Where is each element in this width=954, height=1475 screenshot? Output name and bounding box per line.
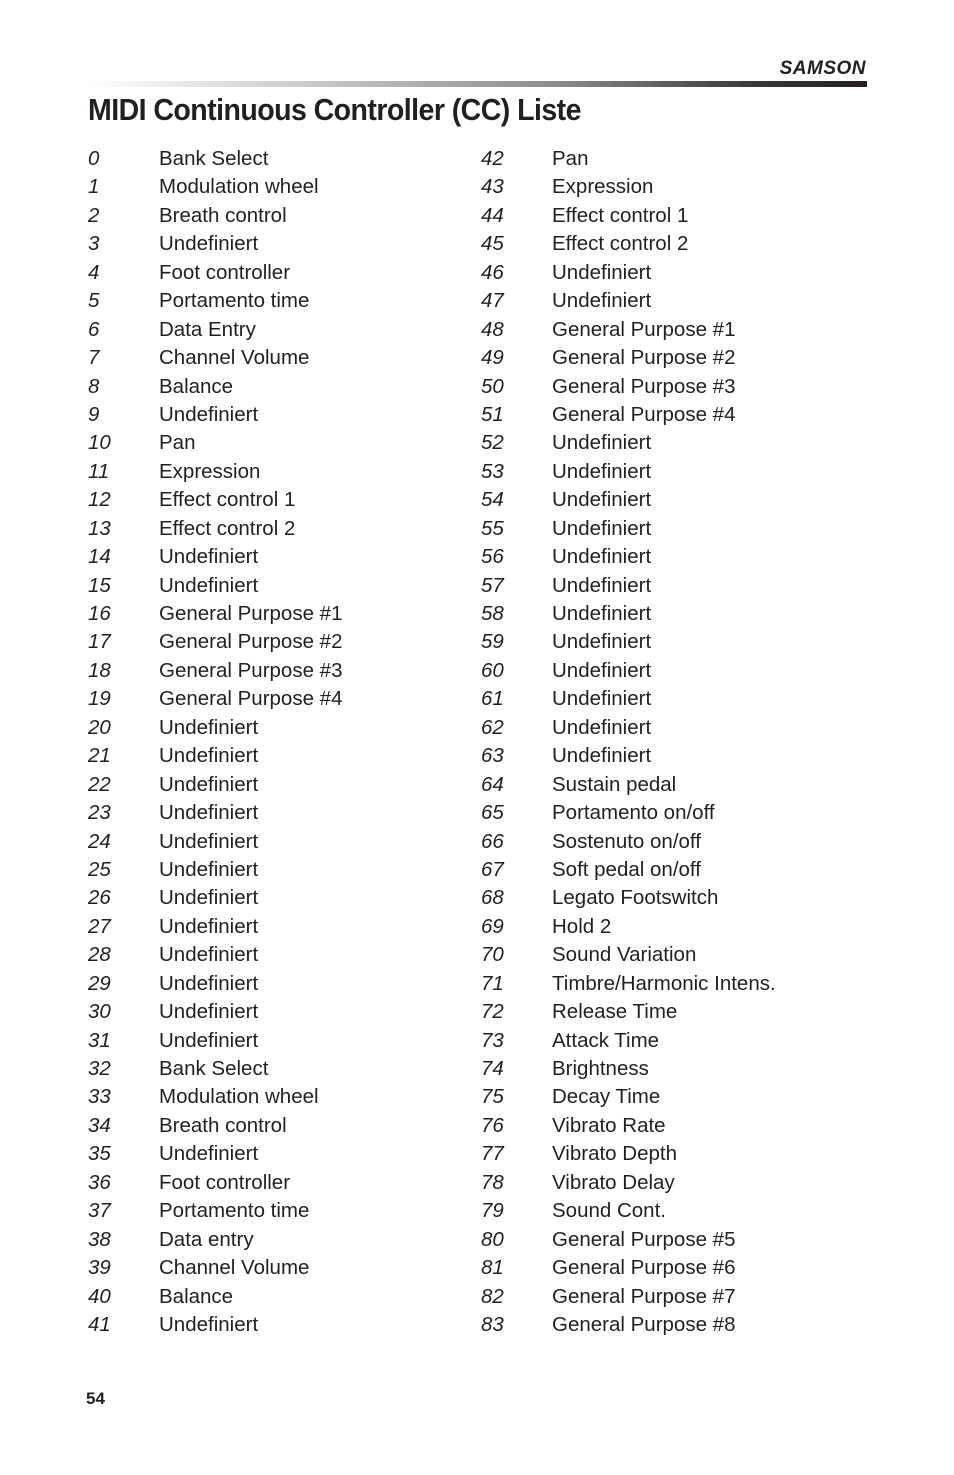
cc-row [88, 884, 508, 912]
cc-row [481, 913, 901, 941]
cc-row [481, 173, 901, 201]
cc-name: Undefiniert [159, 857, 259, 881]
cc-row [481, 429, 901, 457]
cc-name: Breath control [159, 1113, 287, 1137]
cc-name: Balance [159, 374, 234, 398]
cc-row [481, 572, 901, 600]
cc-name: Undefiniert [159, 772, 259, 796]
cc-row [481, 543, 901, 571]
cc-number: 10 [88, 431, 111, 455]
cc-name: Undefiniert [159, 801, 259, 825]
cc-row [88, 401, 508, 429]
cc-name: Pan [159, 431, 196, 455]
cc-row [481, 1027, 901, 1055]
cc-name: Undefiniert [159, 1000, 259, 1024]
cc-row [88, 173, 508, 201]
cc-name: Portamento time [159, 1199, 310, 1223]
cc-number: 11 [88, 459, 110, 483]
cc-number: 42 [481, 147, 504, 170]
cc-row [481, 1226, 901, 1254]
cc-name: General Purpose #4 [159, 687, 343, 711]
cc-number: 43 [481, 175, 504, 199]
cc-name: General Purpose #4 [552, 402, 736, 426]
cc-row [88, 828, 508, 856]
cc-number: 39 [88, 1256, 111, 1280]
cc-row [481, 287, 901, 315]
cc-name: Effect control 2 [159, 516, 296, 540]
brand-logo: SAMSON [779, 58, 866, 79]
cc-number: 63 [481, 744, 504, 768]
cc-row [88, 628, 508, 656]
cc-number: 18 [88, 658, 111, 682]
cc-number: 81 [481, 1256, 504, 1280]
cc-number: 53 [481, 459, 504, 483]
cc-name: Effect control 1 [552, 203, 689, 227]
cc-row [481, 259, 901, 287]
page-number: 54 [86, 1389, 105, 1408]
cc-row [88, 486, 508, 514]
cc-row [481, 202, 901, 230]
cc-number: 33 [88, 1085, 111, 1109]
cc-name: Portamento time [159, 289, 310, 313]
cc-number: 73 [481, 1028, 504, 1052]
cc-row [88, 771, 508, 799]
cc-number: 83 [481, 1312, 504, 1336]
cc-name: Vibrato Delay [552, 1170, 675, 1194]
cc-number: 36 [88, 1170, 111, 1194]
cc-number: 6 [88, 317, 100, 341]
cc-number: 26 [88, 886, 111, 910]
cc-name: Pan [552, 147, 589, 170]
cc-number: 78 [481, 1170, 504, 1194]
cc-number: 70 [481, 943, 504, 967]
cc-name: Undefiniert [552, 459, 652, 483]
cc-name: Undefiniert [552, 658, 652, 682]
cc-number: 69 [481, 914, 504, 938]
cc-row [481, 1083, 901, 1111]
cc-name: General Purpose #5 [552, 1227, 736, 1251]
cc-name: Breath control [159, 203, 287, 227]
cc-number: 37 [88, 1199, 111, 1223]
cc-row [88, 714, 508, 742]
cc-row [88, 1055, 508, 1083]
cc-row [88, 287, 508, 315]
cc-row [481, 828, 901, 856]
cc-row [481, 515, 901, 543]
cc-row [481, 998, 901, 1026]
cc-name: Undefiniert [159, 1142, 259, 1166]
cc-name: General Purpose #8 [552, 1312, 736, 1336]
cc-number: 68 [481, 886, 504, 910]
cc-name: General Purpose #1 [552, 317, 736, 341]
cc-row [481, 771, 901, 799]
cc-number: 8 [88, 374, 100, 398]
cc-number: 51 [481, 402, 504, 426]
cc-number: 47 [481, 289, 504, 313]
cc-name: General Purpose #3 [159, 658, 343, 682]
cc-number: 28 [88, 943, 111, 967]
cc-number: 29 [88, 971, 111, 995]
cc-name: Expression [159, 459, 261, 483]
cc-row [88, 543, 508, 571]
cc-row [88, 1254, 508, 1282]
cc-number: 76 [481, 1113, 504, 1137]
cc-name: Undefiniert [159, 232, 259, 256]
cc-number: 23 [88, 801, 111, 825]
cc-name: Undefiniert [552, 260, 652, 284]
cc-number: 15 [88, 573, 111, 597]
cc-row [481, 657, 901, 685]
cc-name: Undefiniert [552, 488, 652, 512]
cc-number: 60 [481, 658, 504, 682]
cc-row [481, 145, 901, 173]
cc-row [481, 316, 901, 344]
cc-name: Data entry [159, 1227, 254, 1251]
cc-number: 1 [88, 175, 100, 199]
cc-name: Undefiniert [159, 829, 259, 853]
cc-name: Undefiniert [552, 744, 652, 768]
cc-name: Undefiniert [159, 744, 259, 768]
cc-row [88, 856, 508, 884]
cc-name: Undefiniert [159, 1312, 259, 1336]
cc-name: Bank Select [159, 147, 269, 170]
cc-name: Portamento on/off [552, 801, 715, 825]
cc-row [88, 344, 508, 372]
cc-row [88, 600, 508, 628]
cc-number: 19 [88, 687, 111, 711]
cc-number: 30 [88, 1000, 111, 1024]
cc-name: Legato Footswitch [552, 886, 719, 910]
cc-row [88, 458, 508, 486]
cc-number: 67 [481, 857, 504, 881]
cc-row [481, 1283, 901, 1311]
cc-number: 79 [481, 1199, 504, 1223]
cc-number: 64 [481, 772, 504, 796]
cc-row [88, 1083, 508, 1111]
cc-row [88, 742, 508, 770]
cc-name: Channel Volume [159, 1256, 310, 1280]
cc-number: 35 [88, 1142, 111, 1166]
cc-row [481, 458, 901, 486]
cc-name: Effect control 1 [159, 488, 296, 512]
cc-name: Undefiniert [552, 431, 652, 455]
cc-name: Undefiniert [552, 545, 652, 569]
cc-row [481, 1197, 901, 1225]
cc-row [88, 1112, 508, 1140]
cc-name: Foot controller [159, 1170, 291, 1194]
cc-row [88, 1027, 508, 1055]
page-title: MIDI Continuous Controller (CC) Liste [88, 92, 581, 127]
cc-name: Undefiniert [159, 715, 259, 739]
cc-number: 50 [481, 374, 504, 398]
cc-row [88, 1140, 508, 1168]
cc-number: 66 [481, 829, 504, 853]
cc-row [481, 714, 901, 742]
cc-name: Undefiniert [552, 630, 652, 654]
cc-name: General Purpose #6 [552, 1256, 736, 1280]
cc-name: Vibrato Depth [552, 1142, 677, 1166]
cc-number: 48 [481, 317, 504, 341]
cc-name: Modulation wheel [159, 175, 319, 199]
cc-number: 59 [481, 630, 504, 654]
cc-number: 5 [88, 289, 100, 313]
cc-row [88, 1283, 508, 1311]
cc-number: 38 [88, 1227, 111, 1251]
cc-name: Sustain pedal [552, 772, 677, 796]
cc-name: Foot controller [159, 260, 291, 284]
cc-name: Undefiniert [159, 914, 259, 938]
cc-list-right-column [481, 145, 901, 1339]
cc-number: 27 [88, 914, 111, 938]
cc-number: 77 [481, 1142, 504, 1166]
cc-name: General Purpose #7 [552, 1284, 736, 1308]
cc-row [88, 913, 508, 941]
cc-name: Sostenuto on/off [552, 829, 701, 853]
cc-row [88, 1226, 508, 1254]
cc-row [88, 145, 508, 173]
cc-name: Bank Select [159, 1057, 269, 1080]
cc-number: 52 [481, 431, 504, 455]
cc-number: 21 [88, 744, 111, 768]
cc-number: 56 [481, 545, 504, 569]
cc-name: General Purpose #1 [159, 602, 343, 625]
cc-name: Vibrato Rate [552, 1113, 666, 1137]
cc-row [88, 202, 508, 230]
cc-row [481, 344, 901, 372]
cc-name: Sound Variation [552, 943, 697, 967]
cc-number: 14 [88, 545, 111, 569]
cc-row [481, 600, 901, 628]
cc-number: 65 [481, 801, 504, 825]
cc-number: 71 [481, 971, 504, 995]
cc-list-left-column [88, 145, 508, 1339]
cc-number: 20 [88, 715, 111, 739]
cc-row [481, 1112, 901, 1140]
cc-name: Undefiniert [159, 886, 259, 910]
cc-row [88, 998, 508, 1026]
cc-number: 3 [88, 232, 100, 256]
cc-number: 31 [88, 1028, 111, 1052]
cc-name: Balance [159, 1284, 234, 1308]
cc-name: Undefiniert [552, 573, 652, 597]
cc-number: 49 [481, 346, 504, 370]
cc-row [88, 799, 508, 827]
cc-number: 58 [481, 602, 504, 625]
cc-name: General Purpose #3 [552, 374, 736, 398]
cc-row [88, 259, 508, 287]
cc-number: 13 [88, 516, 111, 540]
cc-name: Undefiniert [159, 1028, 259, 1052]
cc-name: Hold 2 [552, 914, 612, 938]
cc-name: Undefiniert [159, 971, 259, 995]
cc-row [481, 799, 901, 827]
cc-number: 25 [88, 857, 111, 881]
cc-row [481, 884, 901, 912]
cc-row [481, 1254, 901, 1282]
cc-number: 4 [88, 260, 100, 284]
cc-row [481, 1169, 901, 1197]
cc-number: 17 [88, 630, 111, 654]
cc-row [481, 401, 901, 429]
cc-number: 82 [481, 1284, 504, 1308]
cc-row [88, 657, 508, 685]
cc-name: Undefiniert [552, 715, 652, 739]
cc-name: Undefiniert [552, 602, 652, 625]
cc-row [481, 1055, 901, 1083]
cc-number: 62 [481, 715, 504, 739]
cc-name: Release Time [552, 1000, 678, 1024]
cc-name: General Purpose #2 [159, 630, 343, 654]
cc-name: Attack Time [552, 1028, 660, 1052]
cc-name: Modulation wheel [159, 1085, 319, 1109]
cc-number: 41 [88, 1312, 111, 1336]
cc-number: 24 [88, 829, 111, 853]
cc-number: 80 [481, 1227, 504, 1251]
cc-row [481, 941, 901, 969]
cc-number: 40 [88, 1284, 111, 1308]
cc-row [481, 685, 901, 713]
cc-name: Timbre/Harmonic Intens. [552, 971, 776, 995]
cc-row [481, 230, 901, 258]
cc-name: Channel Volume [159, 346, 310, 370]
cc-row [88, 685, 508, 713]
cc-number: 54 [481, 488, 504, 512]
cc-name: Brightness [552, 1057, 649, 1080]
cc-row [88, 373, 508, 401]
cc-number: 2 [88, 203, 100, 227]
cc-row [88, 1197, 508, 1225]
cc-row [88, 1169, 508, 1197]
cc-name: Soft pedal on/off [552, 857, 701, 881]
cc-number: 12 [88, 488, 111, 512]
cc-row [481, 1140, 901, 1168]
cc-name: General Purpose #2 [552, 346, 736, 370]
cc-number: 22 [88, 772, 111, 796]
cc-name: Sound Cont. [552, 1199, 666, 1223]
cc-number: 72 [481, 1000, 504, 1024]
cc-number: 34 [88, 1113, 111, 1137]
cc-row [88, 572, 508, 600]
cc-number: 9 [88, 402, 100, 426]
cc-row [481, 373, 901, 401]
cc-name: Undefiniert [552, 516, 652, 540]
cc-name: Expression [552, 175, 654, 199]
cc-number: 45 [481, 232, 504, 256]
cc-name: Effect control 2 [552, 232, 689, 256]
cc-name: Undefiniert [552, 687, 652, 711]
cc-name: Undefiniert [159, 573, 259, 597]
cc-number: 16 [88, 602, 111, 625]
cc-row [481, 742, 901, 770]
cc-number: 74 [481, 1057, 504, 1080]
cc-number: 44 [481, 203, 504, 227]
cc-row [88, 316, 508, 344]
cc-number: 0 [88, 147, 100, 170]
cc-name: Decay Time [552, 1085, 661, 1109]
cc-name: Undefiniert [159, 402, 259, 426]
cc-name: Undefiniert [552, 289, 652, 313]
cc-number: 46 [481, 260, 504, 284]
cc-row [88, 429, 508, 457]
cc-row [481, 628, 901, 656]
cc-row [481, 486, 901, 514]
cc-number: 61 [481, 687, 504, 711]
header-rule [88, 81, 867, 87]
cc-row [481, 856, 901, 884]
cc-row [481, 1311, 901, 1339]
cc-row [88, 1311, 508, 1339]
cc-row [88, 970, 508, 998]
cc-number: 57 [481, 573, 504, 597]
cc-row [481, 970, 901, 998]
cc-number: 32 [88, 1057, 111, 1080]
cc-number: 55 [481, 516, 504, 540]
cc-row [88, 230, 508, 258]
cc-row [88, 515, 508, 543]
cc-number: 7 [88, 346, 100, 370]
cc-name: Undefiniert [159, 545, 259, 569]
cc-row [88, 941, 508, 969]
cc-number: 75 [481, 1085, 504, 1109]
cc-name: Data Entry [159, 317, 256, 341]
cc-name: Undefiniert [159, 943, 259, 967]
